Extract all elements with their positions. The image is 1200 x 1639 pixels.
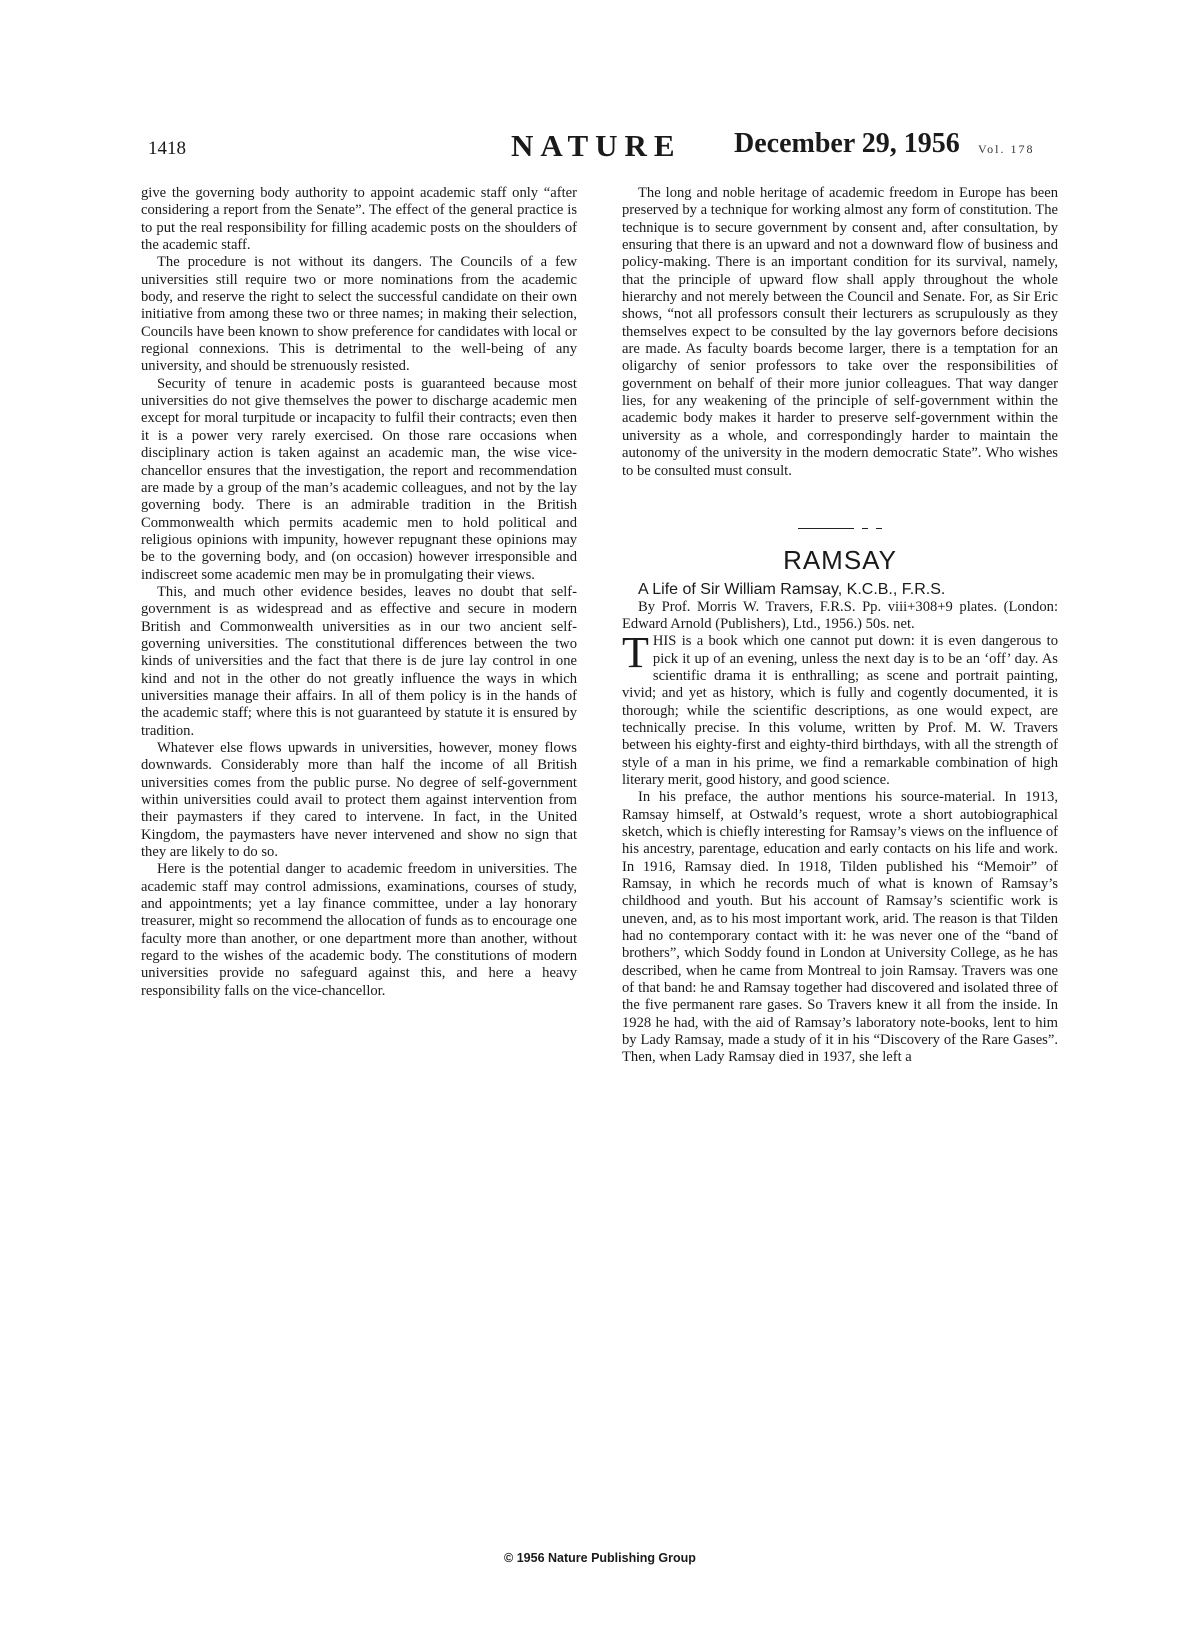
right-column xyxy=(622,185,1058,1067)
review-second-paragraph: In his preface, the author mentions his source-material. In 1913, Ramsay himself, at Ostwald’s request, wrote a short autobiographical sketch, which is chiefly interesting for Ramsay’s views on the influence of his ancestry, parentage, education and early contacts on his life and work. In 1916, Ramsay died. In 1918, Tilden published his “Memoir” of Ramsay, in which he records much of what is known of Ramsay’s childhood and youth. But his account of Ramsay’s scientific work is uneven, and, as to his most important work, arid. The reason is that Tilden had no contemporary contact with it: he was never one of the “band of brothers”, which Soddy found in London at University College, as he has described, when he came from Montreal to join Ramsay. Travers was one of that band: he and Ramsay together had discovered and isolated three of the five permanent rare gases. So Travers knew it all from the inside. In 1928 he had, with the aid of Ramsay’s laboratory note-books, lent to him by Lady Ramsay, made a study of it in his “Discovery of the Rare Gases”. Then, when Lady Ramsay died in 1937, she left a xyxy=(622,789,1058,1066)
journal-title: NATURE xyxy=(511,128,682,163)
paragraph: The long and noble heritage of academic freedom in Europe has been preserved by a technique for working almost any form of constitution. The technique is to secure government by consent and, after consultation, by ensuring that there is an upward and not a downward flow of business and policy-making. There is an important condition for its survival, namely, that the principle of upward flow shall apply throughout the whole hierarchy and not merely between the Council and Senate. For, as Sir Eric shows, “not all professors consult their lecturers as scrupulously as they themselves expect to be consulted by the lay governors before decisions are made. As faculty boards become larger, there is a temptation for an oligarchy of senior professors to take over the responsibilities of government on behalf of their more junior colleagues. That way danger lies, for any weakening of the principle of self-government within the academic body makes it harder to preserve self-government within the university as a whole, and correspondingly harder to maintain the autonomy of the university in the modern democratic State”. Who wishes to be consulted must consult. xyxy=(622,185,1058,479)
paragraph: Here is the potential danger to academic freedom in universities. The academic staff may control admissions, examinations, courses of study, and appointments; yet a lay finance committee, under a lay honorary treasurer, might so recommend the allocation of funds as to encourage one faculty more than another, or one department more than another, without regard to the wishes of the academic body. The constitutions of modern universities provide no safeguard against this, and here a heavy responsibility falls on the vice-chancellor. xyxy=(141,861,577,999)
review-first-paragraph-text: HIS is a book which one cannot put down: it is even dangerous to pick it up of an evening, unless the next day is to be an ‘off’ day. As scientific drama it is enthralling; as scene and portrait painting, vivid; and yet as history, which is fully and cogently documented, it is thorough; while the scientific descriptions, as one would expect, are technically precise. In this volume, written by Prof. M. W. Travers between his eighty-first and eighty-third birthdays, with all the strength of style of a man in his prime, we find a remarkable combination of high literary merit, good history, and good science. xyxy=(622,633,1058,788)
paragraph: This, and much other evidence besides, leaves no doubt that self-government is as widespread and as effective and secure in modern British and Commonwealth universities as in our two ancient self-governing universities. The constitutional differences between the two kinds of universities and the fact that there is de jure lay control in one kind and not in the other do not greatly influence the ways in which universities manage their affairs. In all of them policy is in the hands of the academic staff; where this is not guaranteed by statute it is ensured by tradition. xyxy=(141,583,577,739)
book-title: A Life of Sir William Ramsay, K.C.B., F.R.S. xyxy=(638,581,946,599)
paragraph: Security of tenure in academic posts is guaranteed because most universities do not give themselves the power to discharge academic men except for moral turpitude or incapacity to fulfil their contracts; even then it is a power very rarely exercised. On those rare occasions when disciplinary action is taken against an academic man, the wise vice-chancellor ensures that the investigation, the report and recommendation are made by a group of the man’s academic colleagues, and not by the lay governing body. There is an admirable tradition in the British Commonwealth which permits academic men to hold political and religious opinions with impunity, however repugnant these opinions may be to the governing body, and (on occasion) however irresponsible and indiscreet some academic men may be in promulgating their views. xyxy=(141,375,577,583)
left-column xyxy=(141,185,577,1000)
issue-date: December 29, 1956 xyxy=(734,128,960,159)
review-first-paragraph xyxy=(622,628,1058,789)
volume-number: Vol. 178 xyxy=(978,142,1035,156)
paragraph: Whatever else flows upwards in universities, however, money flows downwards. Considerably more than half the income of all British universities comes from the public purse. No degree of self-government within universities could avail to protect them against intervention from their paymasters if they cared to intervene. In fact, in the United Kingdom, the paymasters have never intervened and show no sign that they are likely to do so. xyxy=(141,740,577,861)
page-number: 1418 xyxy=(148,138,186,159)
page-header xyxy=(148,128,1048,168)
book-details: By Prof. Morris W. Travers, F.R.S. Pp. viii+308+9 plates. (London: Edward Arnold (Publishers), Ltd., 1956.) 50s. net. xyxy=(622,598,1058,632)
section-divider xyxy=(622,520,1058,530)
review-section-title: RAMSAY xyxy=(783,544,897,575)
copyright-footer: © 1956 Nature Publishing Group xyxy=(504,1551,696,1565)
paragraph: give the governing body authority to appoint academic staff only “after considering a report from the Senate”. The effect of the general practice is to put the real responsibility for filling academic posts on the shoulders of the academic staff. xyxy=(141,185,577,254)
paragraph: The procedure is not without its dangers. The Councils of a few universities still require two or more nominations from the academic body, and reserve the right to select the successful candidate on their own initiative from among these two or three names; in making their selection, Councils have been known to show preference for candidates with local or regional connexions. This is detrimental to the well-being of any university, and should be strenuously resisted. xyxy=(141,254,577,375)
drop-cap: T xyxy=(622,628,649,678)
